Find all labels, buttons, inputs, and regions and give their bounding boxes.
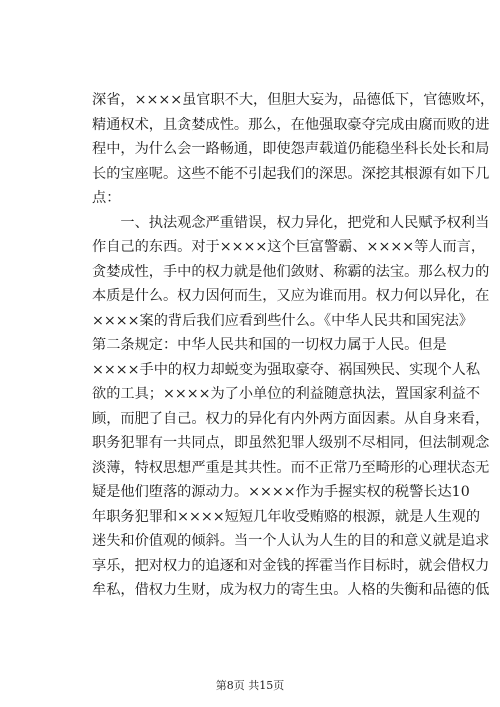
text-line: 作自己的东西。对于××××这个巨富警霸、××××等人而言， xyxy=(92,239,486,255)
text-line: 贪婪成性，手中的权力就是他们敛财、称霸的法宝。那么权力的 xyxy=(92,263,490,280)
text-line: 本质是什么。权力因何而生，又应为谁而用。权力何以异化，在 xyxy=(92,288,490,304)
text-line: 享乐，把对权力的追逐和对金钱的挥霍当作目标时，就会借权力 xyxy=(92,557,490,574)
page-number: 第8页 共15页 xyxy=(215,679,285,692)
text-line: 年职务犯罪和××××短短几年收受贿赂的根源，就是人生观的 xyxy=(92,508,481,525)
text-line: 顾，而肥了自己。权力的异化有内外两方面因素。从自身来看， xyxy=(92,410,490,427)
text-line: 迷失和价值观的倾斜。当一个人认为人生的目的和意义就是追求 xyxy=(92,533,490,549)
text-line: 疑是他们堕落的源动力。××××作为手握实权的税警长达10 xyxy=(92,484,470,500)
text-line: 程中，为什么会一路畅通，即使怨声载道仍能稳坐科长处长和局 xyxy=(92,141,490,157)
document-body xyxy=(92,88,495,603)
text-line: 牟私，借权力生财，成为权力的寄生虫。人格的失衡和品德的低 xyxy=(92,582,490,598)
text-line: 深省，××××虽官职不大，但胆大妄为，品德低下，官德败坏， xyxy=(92,92,495,108)
text-line: ××××案的背后我们应看到些什么。《中华人民共和国宪法》 xyxy=(92,312,473,329)
text-line: 淡薄，特权思想严重是其共性。而不正常乃至畸形的心理状态无 xyxy=(92,459,490,476)
text-line: 长的宝座呢。这些不能不引起我们的深思。深挖其根源有如下几 xyxy=(92,165,490,182)
text-line: 欲的工具；××××为了小单位的利益随意执法，置国家利益不 xyxy=(92,386,481,402)
text-line: 职务犯罪有一共同点，即虽然犯罪人级别不尽相同，但法制观念 xyxy=(92,435,490,451)
text-line: ××××手中的权力却蜕变为强取豪夺、祸国殃民、实现个人私 xyxy=(92,361,481,378)
text-line: 点： xyxy=(92,190,121,206)
text-line: 第二条规定：中华人民共和国的一切权力属于人民。但是 xyxy=(92,337,447,353)
text-line: 精通权术，且贪婪成性。那么，在他强取豪夺完成由腐而败的进 xyxy=(92,116,490,133)
text-line: 一、执法观念严重错误，权力异化，把党和人民赋予权利当 xyxy=(92,214,490,231)
